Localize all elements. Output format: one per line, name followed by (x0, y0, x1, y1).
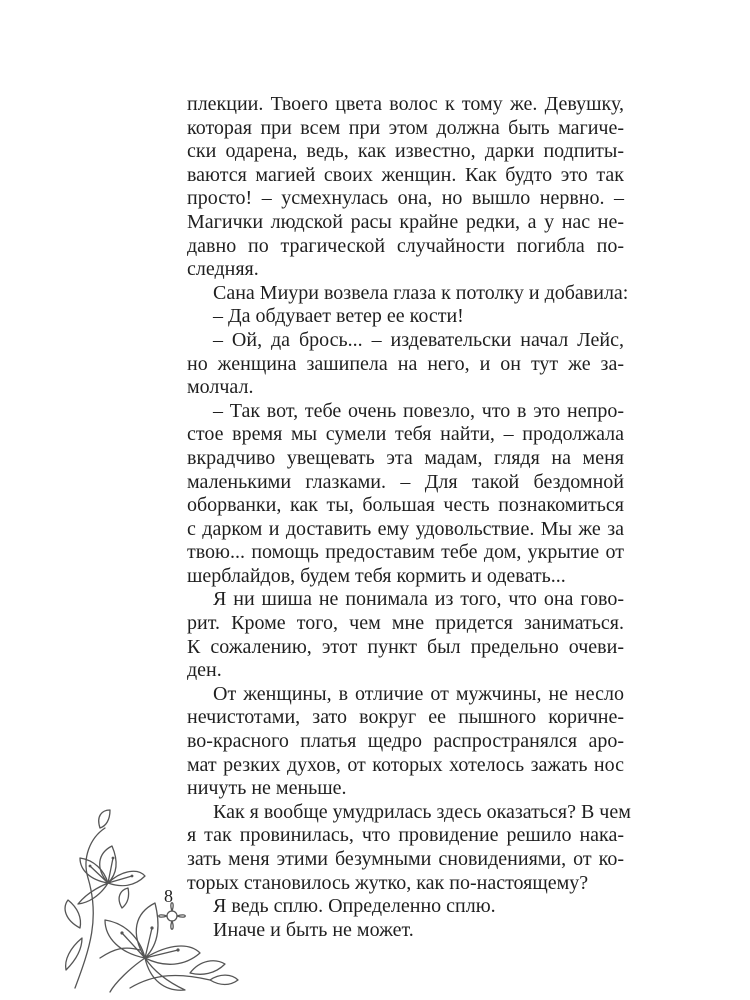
text-line: твою... помощь предоставим тебе дом, укрытие от (187, 541, 624, 564)
text-line: рит. Кроме того, чем мне придется заниматься. (187, 612, 624, 635)
text-line: которая при всем при этом должна быть магиче- (187, 116, 624, 139)
text-line: Как я вообще умудрилась здесь оказаться? В чем (213, 800, 631, 823)
text-line: просто! – усмехнулась она, но вышло нервно. – (187, 187, 624, 210)
text-line: оборванки, как ты, большая честь познакомиться (187, 494, 624, 517)
text-line: молчал. (187, 376, 254, 399)
text-line: я так провинилась, что провидение решило нака- (187, 824, 624, 847)
text-line: следняя. (187, 258, 259, 281)
text-line: – Ой, да брось... – издевательски начал Лейс, (213, 328, 624, 351)
text-line: маленькими глазками. – Для такой бездомной (187, 470, 624, 493)
text-line: плекции. Твоего цвета волос к тому же. Девушку, (187, 93, 624, 115)
text-line: Магички людской расы крайне редки, а у нас не- (187, 210, 624, 233)
text-line: Иначе и быть не может. (213, 918, 414, 941)
text-line: Сана Миури возвела глаза к потолку и добавила: (213, 281, 629, 304)
text-line: зать меня этими безумными сновидениями, от ко- (187, 848, 624, 870)
text-line: но женщина зашипела на него, и он тут же за- (187, 352, 624, 375)
text-line: шерблайдов, будем тебя кормить и одевать... (187, 564, 566, 587)
text-line: во-красного платья щедро распространялся аро- (187, 730, 624, 753)
page-number: 8 (164, 886, 173, 906)
text-line: ден. (187, 659, 222, 682)
text-line: стое время мы сумели тебя найти, – продолжала (187, 423, 624, 446)
body-text (187, 93, 631, 942)
text-line: вкрадчиво увещевать эта мадам, глядя на меня (187, 446, 624, 469)
flower-ornament-icon (60, 808, 240, 993)
text-line: – Да обдувает ветер ее кости! (213, 305, 464, 328)
text-line: ничуть не меньше. (187, 777, 347, 800)
text-line: давно по трагической случайности погибла по- (187, 234, 624, 257)
text-line: ваются магией своих женщин. Как будто это так (187, 163, 624, 186)
text-line: Я ведь сплю. Определенно сплю. (213, 895, 496, 918)
text-line: мат резких духов, от которых хотелось зажать нос (187, 753, 624, 776)
text-line: с дарком и доставить ему удовольствие. Мы же за (187, 517, 624, 540)
text-line: От женщины, в отличие от мужчины, не несло (213, 682, 624, 705)
text-line: Я ни шиша не понимала из того, что она гово- (213, 588, 624, 611)
text-line: К сожалению, этот пункт был предельно очеви- (187, 635, 624, 658)
text-line: торых становилось жутко, как по-настоящему? (187, 871, 589, 894)
text-line: – Так вот, тебе очень повезло, что в это непро- (213, 399, 624, 422)
text-line: нечистотами, зато вокруг ее пышного коричне- (187, 706, 624, 729)
text-line: ски одарена, ведь, как известно, дарки подпиты- (187, 140, 624, 163)
